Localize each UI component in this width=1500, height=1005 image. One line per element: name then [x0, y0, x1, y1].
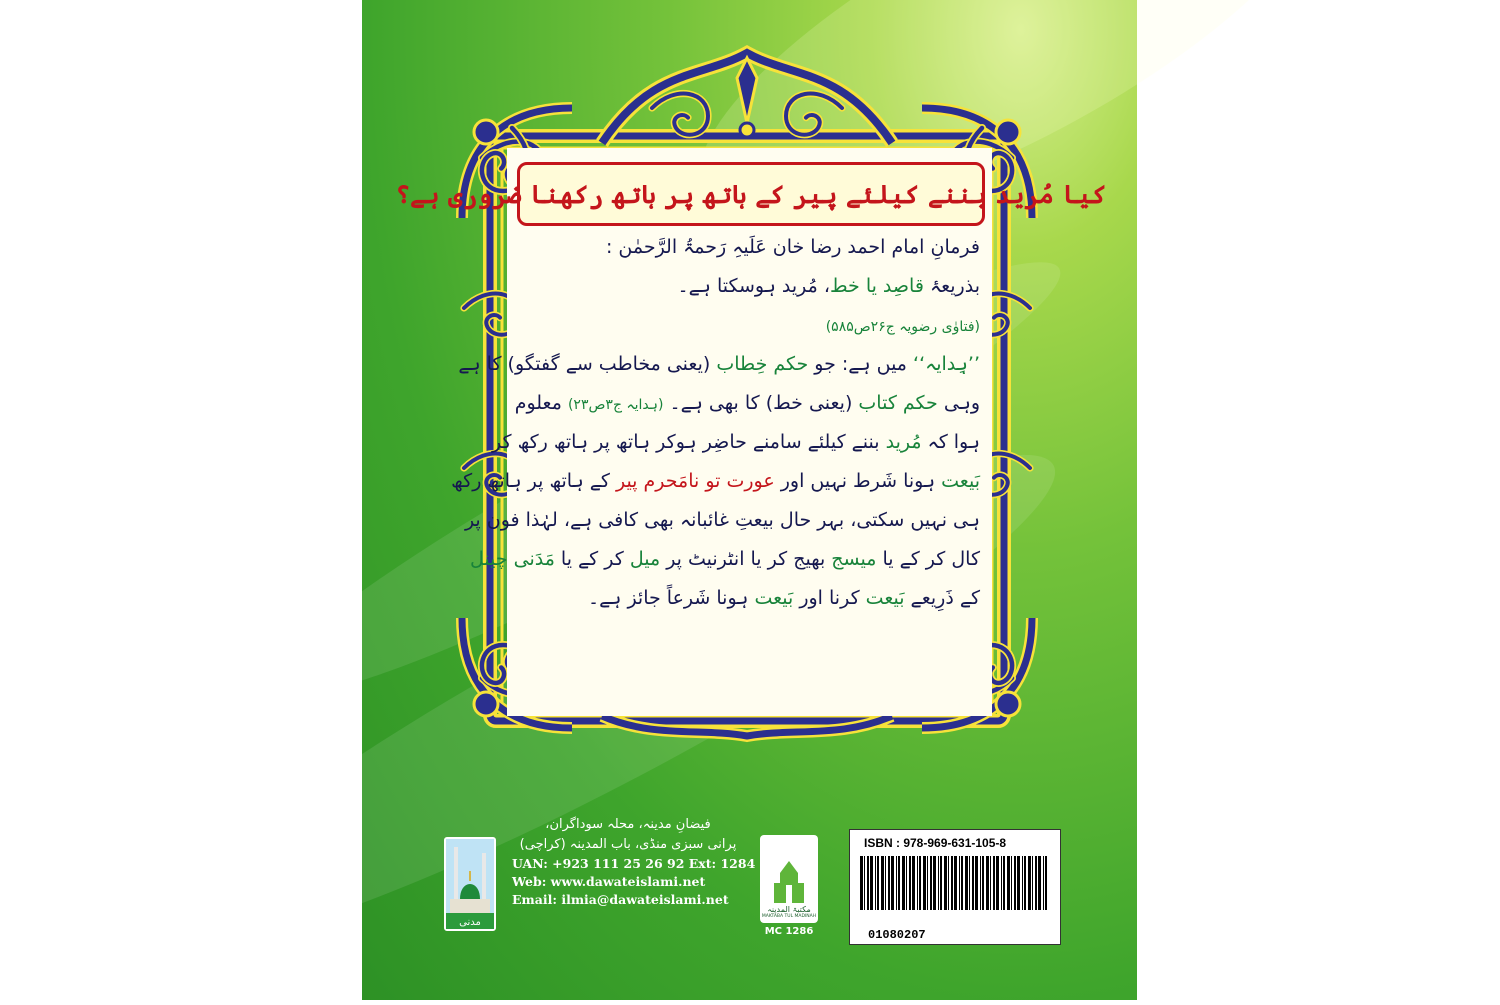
barcode-bar [975, 856, 978, 910]
barcode-bar [902, 856, 905, 910]
barcode-bar [1024, 856, 1026, 910]
barcode-bar [927, 856, 928, 910]
body-segment: میل [629, 548, 661, 570]
barcode-bar [1003, 856, 1005, 910]
body-segment: کے ہاتھ پر ہاتھ رکھ [451, 470, 616, 492]
barcode-bar [1043, 856, 1044, 910]
barcode-bar [885, 856, 886, 910]
body-segment: بَیعت [941, 470, 980, 492]
barcode-bar [1035, 856, 1037, 910]
barcode-bar [933, 856, 936, 910]
barcode-bar [969, 856, 970, 910]
barcode-bar [1011, 856, 1012, 910]
barcode-bar [961, 856, 963, 910]
barcode-bar [891, 856, 894, 910]
dome-tower-icon [764, 855, 814, 905]
barcode-bar [993, 856, 995, 910]
barcode-bar [940, 856, 942, 910]
body-segment: ’’ہِدایہ‘‘ [913, 353, 980, 375]
barcode-bar [996, 856, 999, 910]
body-segment: کرنا اور [793, 587, 866, 609]
body-line [520, 228, 980, 267]
barcode-bar [1007, 856, 1010, 910]
barcode-bar [948, 856, 949, 910]
barcode-bar [1014, 856, 1016, 910]
body-segment: بذریعۂ [923, 275, 980, 297]
barcode-bar [982, 856, 984, 910]
body-segment: قاصِد یا خط [830, 275, 924, 297]
isbn-barcode [849, 829, 1061, 945]
body-line [458, 345, 980, 384]
barcode-bar [909, 856, 911, 910]
barcode-bar [898, 856, 900, 910]
madani-channel-logo [444, 837, 496, 931]
body-segment: عورت تو نامَحرم پیر [615, 470, 775, 492]
barcode-bar [951, 856, 953, 910]
body-segment: میسج [831, 548, 877, 570]
barcode-bar [986, 856, 989, 910]
body-segment: بَیعت [754, 587, 794, 609]
barcode-bar [860, 856, 863, 910]
title-banner [395, 162, 1107, 226]
body-segment: (یعنی خط) کا بھی ہے۔ [663, 392, 859, 414]
maktaba-code: MC 1286 [764, 926, 814, 937]
body-line [514, 384, 980, 423]
barcode-bar [990, 856, 991, 910]
body-segment: حکم خِطاب [716, 353, 809, 375]
barcode-bar [965, 856, 968, 910]
barcode-bar [870, 856, 873, 910]
barcode-bar [972, 856, 974, 910]
barcode-bar [1001, 856, 1002, 910]
barcode-bar [980, 856, 981, 910]
body-segment: کے ذَرِیعے [904, 587, 980, 609]
body-segment: مَدَنی چینل [469, 548, 555, 570]
barcode-bar [930, 856, 932, 910]
maktaba-badge [760, 835, 818, 923]
barcode-number: 01080207 [868, 928, 926, 942]
barcode-bar [896, 856, 897, 910]
footer [362, 805, 1137, 1000]
barcode-bar [919, 856, 921, 910]
address-line-1: فیضانِ مدینہ، محلہ سوداگران، [545, 817, 711, 832]
body-line [469, 540, 980, 579]
book-back-cover [362, 0, 1137, 1000]
barcode-bar [875, 856, 876, 910]
publisher-address [512, 815, 756, 909]
email: Email: ilmia@dawateislami.net [512, 892, 729, 907]
cover-title: کیا مُرید بننے کیلئے پیر کے ہاتھ پر ہاتھ رکھنا ضروری ہے؟ [395, 179, 1107, 209]
body-segment: فرمانِ امام احمد رضا خان عَلَیہِ رَحمۃُ الرَّحمٰن : [605, 236, 980, 258]
barcode-bar [954, 856, 957, 910]
barcode-bar [1032, 856, 1033, 910]
barcode-bar [1022, 856, 1023, 910]
barcode-bar [923, 856, 926, 910]
body-line [520, 306, 980, 345]
uan-number: UAN: +923 111 25 26 92 Ext: 1284 [512, 856, 756, 871]
body-segment: میں ہے: جو [808, 353, 914, 375]
body-segment: ہوا کہ [921, 431, 980, 453]
body-segment: بننے کیلئے سامنے حاضِر ہوکر ہاتھ پر ہاتھ رکھ کر [492, 431, 886, 453]
body-line [520, 579, 980, 618]
maktaba-logo [760, 835, 818, 945]
logo-caption: مدنی [459, 917, 481, 928]
address-line-2: پرانی سبزی منڈی، باب المدینہ (کراچی) [519, 837, 737, 852]
green-dome-icon [446, 839, 494, 929]
body-segment: (یعنی مخاطب سے گفتگو) کا ہے [458, 353, 717, 375]
barcode-bar [1038, 856, 1041, 910]
barcode-bar [917, 856, 918, 910]
barcode-bar [906, 856, 907, 910]
barcode-bar [877, 856, 879, 910]
barcode-bar [912, 856, 915, 910]
barcode-bar [959, 856, 960, 910]
barcode-icon [856, 854, 1054, 914]
body-segment: وہی [937, 392, 980, 414]
body-line [451, 462, 980, 501]
body-segment: ہونا شَرط نہیں اور [774, 470, 942, 492]
body-segment: بَیعت [865, 587, 905, 609]
barcode-bar [1045, 856, 1047, 910]
body-segment: بھیج کر یا انٹرنیٹ پر [660, 548, 832, 570]
body-segment: مُرید [885, 431, 922, 453]
body-segment: ، مُرید ہوسکتا ہے۔ [677, 275, 830, 297]
body-segment: ہونا شَرعاً جائز ہے۔ [588, 587, 755, 609]
barcode-bar [944, 856, 947, 910]
body-segment: (ہدایہ ج۳ص۲۳) [567, 397, 664, 413]
barcode-bar [1028, 856, 1031, 910]
barcode-bar [881, 856, 884, 910]
barcode-bar [867, 856, 869, 910]
body-line [492, 423, 980, 462]
maktaba-name-urdu: مکتبۃ المدینہ [767, 905, 811, 914]
barcode-bar [1017, 856, 1020, 910]
body-segment: (فتاوٰی رضویہ ج۲۶ص۵۸۵) [825, 319, 980, 335]
isbn-label: ISBN : 978-969-631-105-8 [864, 836, 1007, 850]
barcode-bar [864, 856, 865, 910]
barcode-bar [888, 856, 890, 910]
body-segment: ہی نہیں سکتی، بہر حال بیعتِ غائبانہ بھی کافی ہے، لہٰذا فون پر [464, 509, 980, 531]
body-segment: کال کر کے یا [876, 548, 980, 570]
body-segment: معلوم [514, 392, 568, 414]
body-line [520, 267, 980, 306]
barcode-bar [938, 856, 939, 910]
body-segment: کر کے یا [554, 548, 630, 570]
website: Web: www.dawateislami.net [512, 874, 706, 889]
body-text [451, 228, 980, 618]
body-segment: حکم کتاب [858, 392, 938, 414]
body-line [464, 501, 980, 540]
maktaba-name-english: MAKTABA TUL MADINAH [761, 914, 817, 919]
